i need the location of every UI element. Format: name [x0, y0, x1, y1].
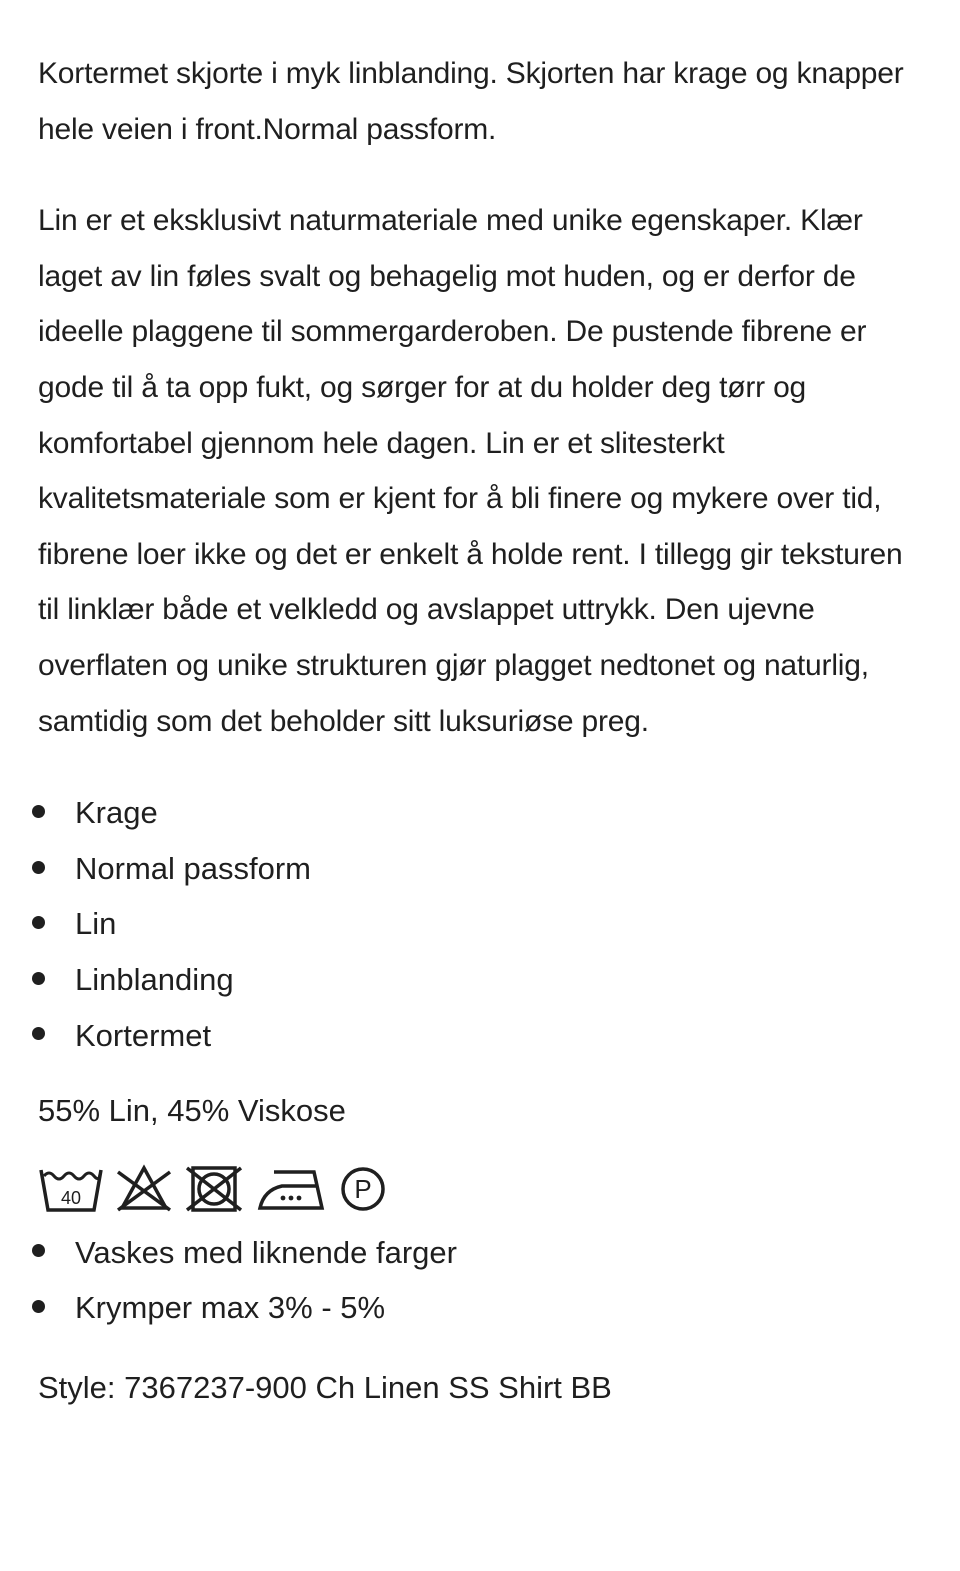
feature-item: Krage [38, 785, 922, 841]
care-instruction-item: Vaskes med liknende farger [38, 1225, 922, 1281]
feature-item: Linblanding [38, 952, 922, 1008]
svg-text:40: 40 [60, 1187, 82, 1208]
do-not-tumble-dry-icon [184, 1164, 244, 1214]
care-instructions-list [38, 1225, 922, 1336]
description-intro: Kortermet skjorte i myk linblanding. Skjorten har krage og knapper hele veien i front.Normal passform. [38, 57, 904, 146]
bullet-icon [32, 1027, 45, 1040]
description-material: Lin er et eksklusivt naturmateriale med unike egenskaper. Klær laget av lin føles svalt og behagelig mot huden, og er derfor de ideelle plaggene til sommergarderoben. De pustende fibrene er gode til å ta opp fukt, og sørger for at du holder deg tørr og komfortabel gjennom hele dagen. Lin er et slitesterkt kvalitetsmateriale som er kjent for å bli finere og mykere over tid, fibrene loer ikke og det er enkelt å holde rent. I tillegg gir teksturen til linklær både et velkledd og avslappet uttrykk. Den ujevne overflaten og unike strukturen gjør plagget nedtonet og naturlig, samtidig som det beholder sitt luksuriøse preg. [38, 204, 903, 738]
feature-item: Lin [38, 896, 922, 952]
do-not-bleach-icon [116, 1164, 172, 1214]
iron-medium-heat-icon [256, 1164, 326, 1214]
material-composition: 55% Lin, 45% Viskose [38, 1093, 346, 1129]
wash-40-icon [38, 1164, 104, 1214]
feature-item: Kortermet [38, 1008, 922, 1064]
dry-clean-p-icon [338, 1164, 388, 1214]
feature-list [38, 785, 922, 1063]
bullet-icon [32, 972, 45, 985]
bullet-icon [32, 1300, 45, 1313]
style-number: Style: 7367237-900 Ch Linen SS Shirt BB [38, 1369, 612, 1405]
care-instruction-item: Krymper max 3% - 5% [38, 1280, 922, 1336]
bullet-icon [32, 1244, 45, 1257]
bullet-icon [32, 861, 45, 874]
feature-item: Normal passform [38, 841, 922, 897]
bullet-icon [32, 916, 45, 929]
svg-text:P: P [354, 1173, 372, 1204]
care-symbols [38, 1163, 922, 1215]
bullet-icon [32, 805, 45, 818]
